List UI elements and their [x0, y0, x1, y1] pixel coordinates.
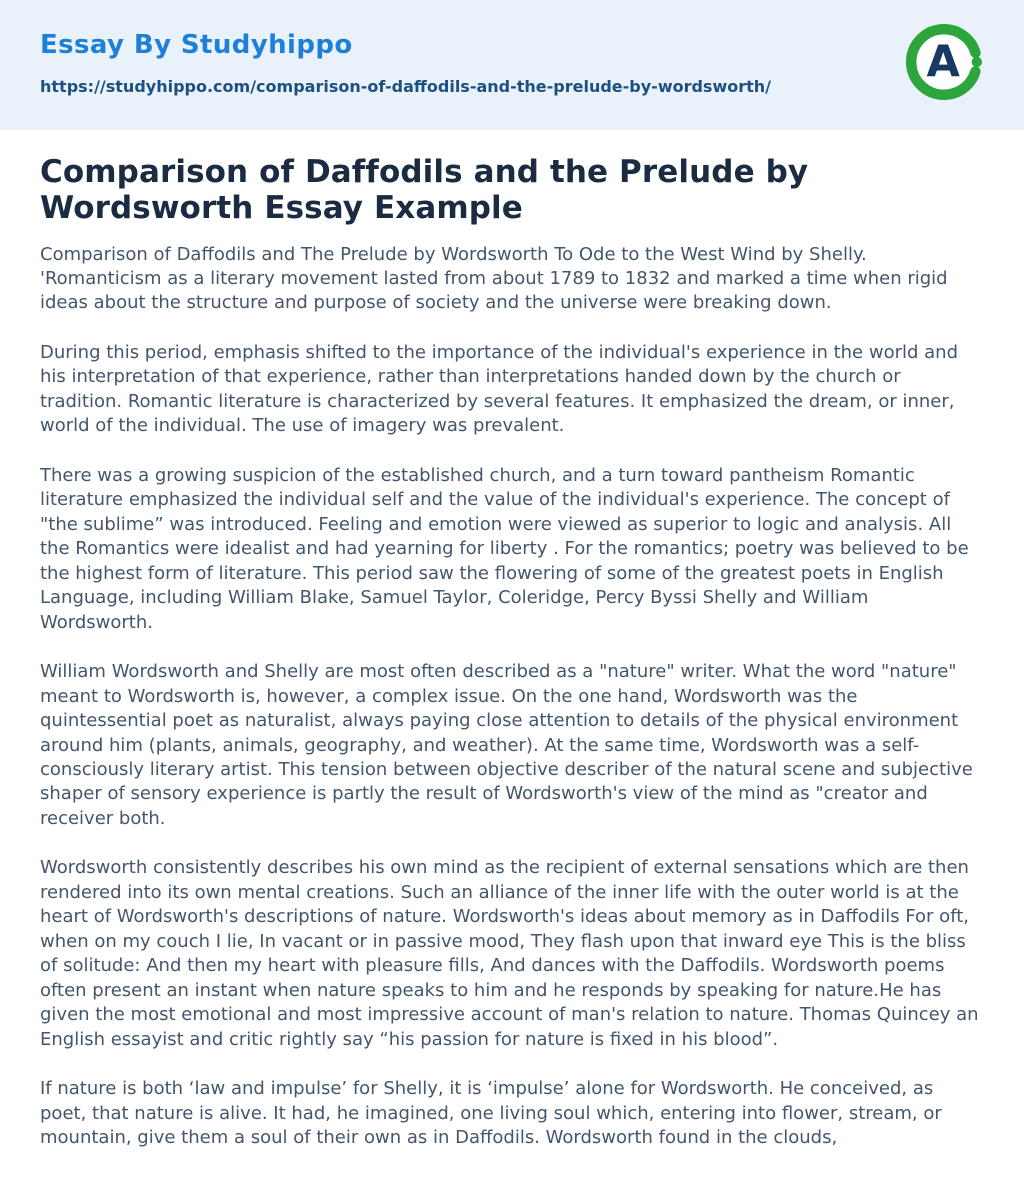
studyhippo-logo[interactable]	[904, 22, 984, 102]
page-header	[0, 0, 1024, 130]
article-paragraph: Wordsworth consistently describes his own mind as the recipient of external sensations which are then rendered into its own mental creations. Such an alliance of the inner life with the outer world is at the heart of Wordsworth's descriptions of nature. Wordsworth's ideas about memory as in Daffodils For oft, when on my couch I lie, In vacant or in passive mood, They flash upon that inward eye This is the bliss of solitude: And then my heart with pleasure fills, And dances with the Daffodils. Wordsworth poems often present an instant when nature speaks to him and he responds by speaking for nature.He has given the most emotional and most impressive account of man's relation to nature. Thomas Quincey an English essayist and critic rightly say “his passion for nature is fixed in his blood”.	[40, 857, 979, 1050]
article-paragraph: William Wordsworth and Shelly are most often described as a "nature" writer. What the word "nature" meant to Wordsworth is, however, a complex issue. On the one hand, Wordsworth was the quintessential poet as naturalist, always paying close attention to details of the physical environment around him (plants, animals, geography, and weather). At the same time, Wordsworth was a self-consciously literary artist. This tension between objective describer of the natural scene and subjective shaper of sensory experience is partly the result of Wordsworth's view of the mind as "creator and receiver both.	[40, 661, 973, 829]
article-paragraph: Comparison of Daffodils and The Prelude by Wordsworth To Ode to the West Wind by Shelly. 'Romanticism as a literary movement lasted from about 1789 to 1832 and marked a time when rigid ideas about the structure and purpose of society and the universe were breaking down.	[40, 243, 948, 314]
article-paragraph: There was a growing suspicion of the established church, and a turn toward pantheism Romantic literature emphasized the individual self and the value of the individual's experience. The concept of "the sublime” was introduced. Feeling and emotion were viewed as superior to logic and analysis. All the Romantics were idealist and had yearning for liberty . For the romantics; poetry was believed to be the highest form of literature. This period saw the flowering of some of the greatest poets in English Language, including William Blake, Samuel Taylor, Coleridge, Percy Byssi Shelly and William Wordsworth.	[40, 464, 969, 633]
site-title: Essay By Studyhippo	[40, 30, 353, 60]
canonical-url-link[interactable]: https://studyhippo.com/comparison-of-daffodils-and-the-prelude-by-wordsworth/	[40, 77, 771, 96]
article-paragraph: During this period, emphasis shifted to the importance of the individual's experience in the world and his interpretation of that experience, rather than interpretations handed down by the church or tradition. Romantic literature is characterized by several features. It emphasized the dream, or inner, world of the individual. The use of imagery was prevalent.	[40, 341, 958, 437]
article-body	[0, 130, 1024, 1191]
article-title: Comparison of Daffodils and the Prelude by Wordsworth Essay Example	[40, 154, 809, 227]
article-paragraph: If nature is both ‘law and impulse’ for Shelly, it is ‘impulse’ alone for Wordsworth. He conceived, as poet, that nature is alive. It had, he imagined, one living soul which, entering into flower, stream, or mountain, give them a soul of their own as in Daffodils. Wordsworth found in the clouds,	[40, 1078, 942, 1149]
header-text-block	[40, 30, 771, 96]
logo-letter: A	[926, 37, 960, 88]
